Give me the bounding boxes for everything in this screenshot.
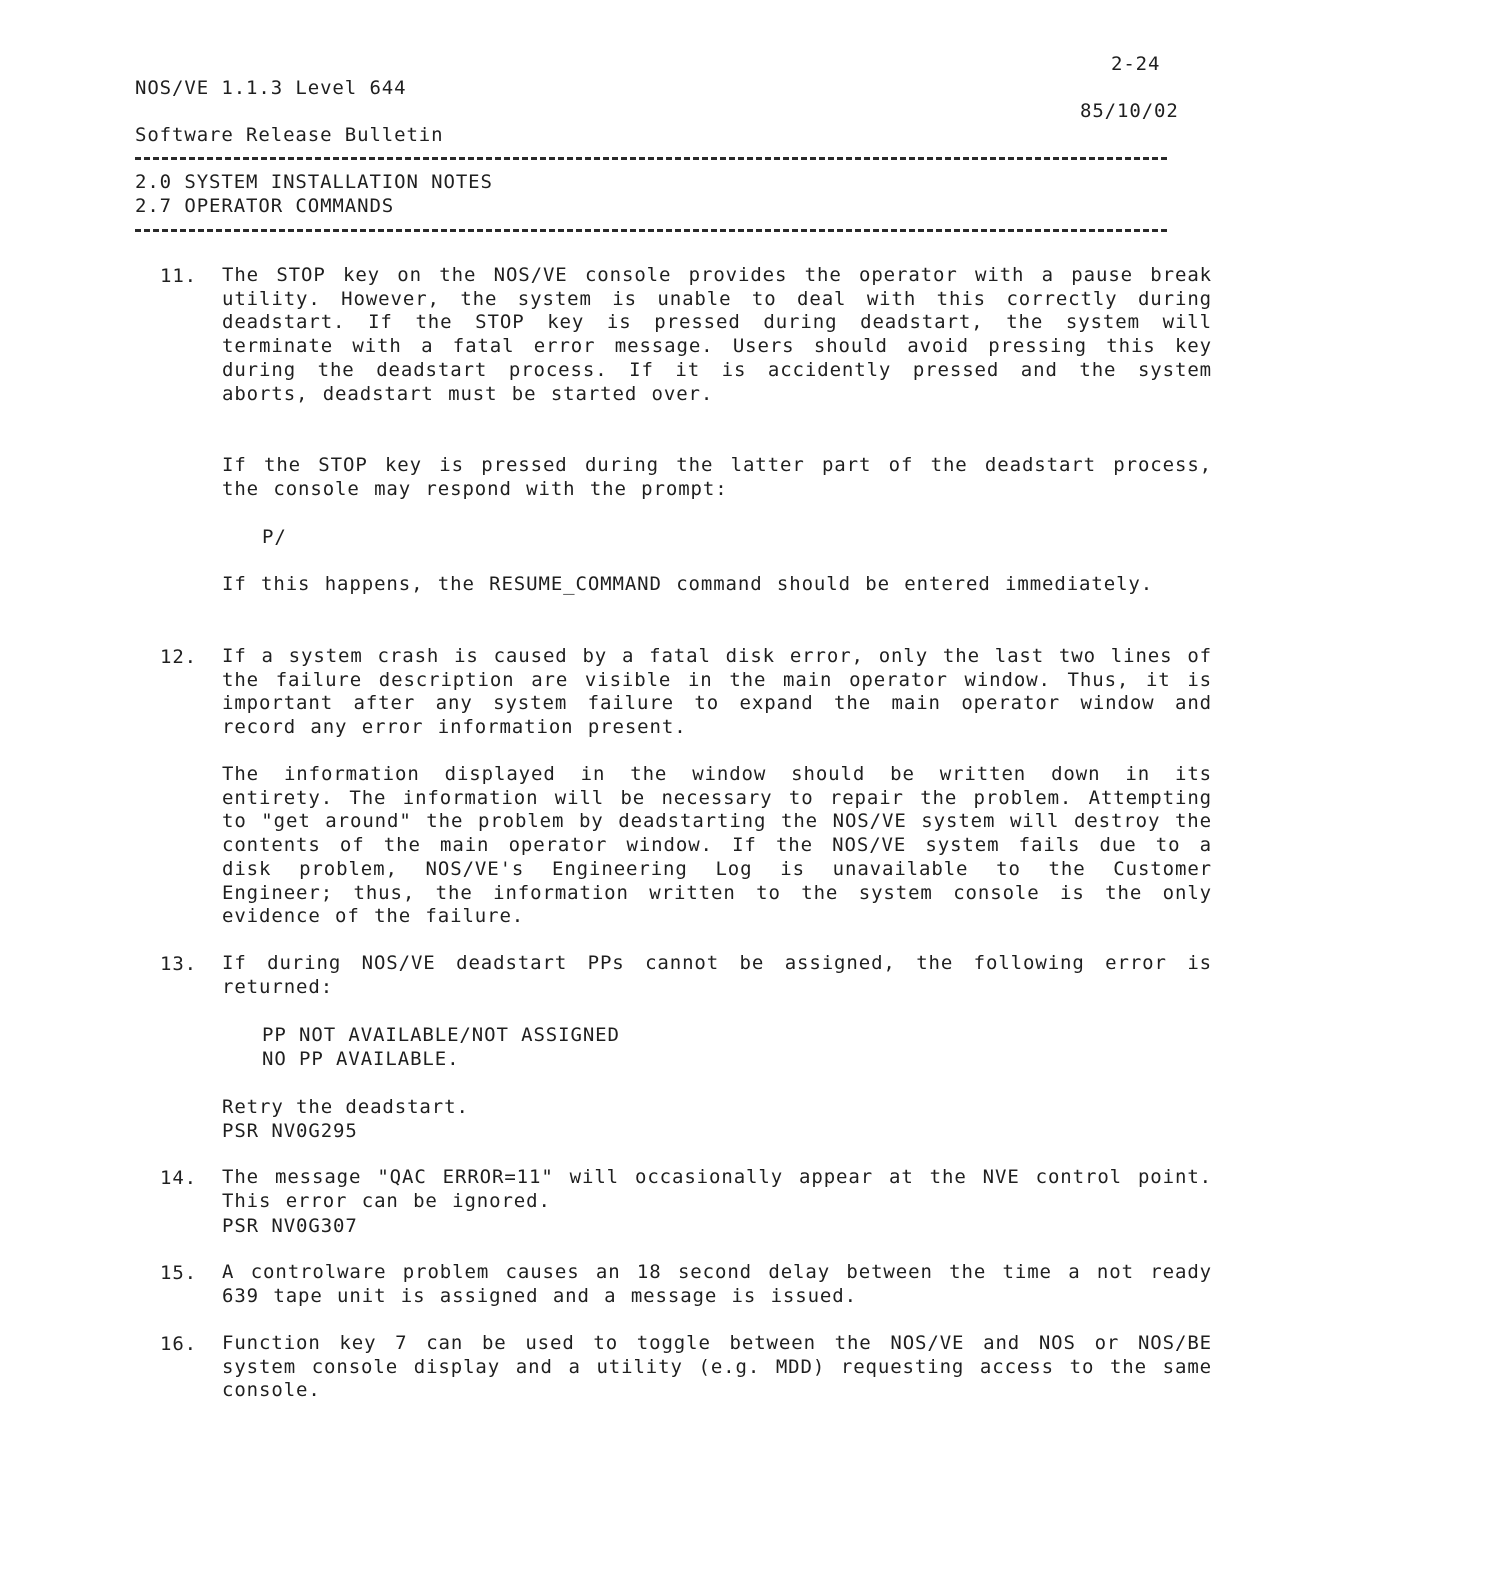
item-15-paragraph-1: A controlware problem causes an 18 second delay between the time a not ready 639 tape unit is assigned and a message is issued. [222, 1261, 1212, 1307]
item-14-paragraph-1: The message "QAC ERROR=11" will occasionally appear at the NVE control point. This error can be ignored. [222, 1166, 1212, 1212]
item-11-prompt: P/ [262, 526, 287, 548]
release-date: 85/10/02 [1080, 100, 1179, 122]
item-14-number: 14. [160, 1167, 198, 1189]
item-12-number: 12. [160, 646, 198, 668]
header-divider-bottom [135, 229, 1167, 232]
item-13-paragraph-1: If during NOS/VE deadstart PPs cannot be assigned, the following error is returned: [222, 952, 1212, 998]
item-12-paragraph-2: The information displayed in the window should be written down in its entirety. The information will be necessary to repair the problem. Attempting to "get around" the problem by deadstarting the NOS/VE system will destroy the contents of the main operator window. If the NOS/VE system fails due to a disk problem, NOS/VE's Engineering Log is unavailable to the Customer Engineer; thus, the information written to the system console is the only evidence of the failure. [222, 763, 1212, 928]
product-level: NOS/VE 1.1.3 Level 644 [135, 77, 407, 99]
item-16-number: 16. [160, 1333, 198, 1355]
item-13-retry: Retry the deadstart. [222, 1096, 469, 1118]
section-heading: 2.0 SYSTEM INSTALLATION NOTES [135, 171, 493, 193]
item-11-paragraph-3: If this happens, the RESUME_COMMAND command should be entered immediately. [222, 573, 1154, 595]
item-14-psr: PSR NV0G307 [222, 1215, 358, 1237]
item-16-paragraph-1: Function key 7 can be used to toggle between the NOS/VE and NOS or NOS/BE system console display and a utility (e.g. MDD) requesting access to the same console. [222, 1332, 1212, 1402]
item-11-paragraph-1: The STOP key on the NOS/VE console provides the operator with a pause break utility. However, the system is unable to deal with this correctly during deadstart. If the STOP key is pressed during deadstart, the system will terminate with a fatal error message. Users should avoid pressing this key during the deadstart process. If it is accidently pressed and the system aborts, deadstart must be started over. [222, 264, 1212, 405]
item-13-error-line-2: NO PP AVAILABLE. [262, 1048, 460, 1070]
item-15-number: 15. [160, 1262, 198, 1284]
item-13-number: 13. [160, 953, 198, 975]
item-13-error-line-1: PP NOT AVAILABLE/NOT ASSIGNED [262, 1024, 620, 1046]
subsection-heading: 2.7 OPERATOR COMMANDS [135, 195, 395, 217]
item-11-number: 11. [160, 265, 198, 287]
item-12-paragraph-1: If a system crash is caused by a fatal disk error, only the last two lines of the failure description are visible in the main operator window. Thus, it is important after any system failure to expand the main operator window and record any error information present. [222, 645, 1212, 739]
item-11-paragraph-2: If the STOP key is pressed during the latter part of the deadstart process, the console may respond with the prompt: [222, 454, 1212, 500]
item-13-psr: PSR NV0G295 [222, 1120, 358, 1142]
page-number: 2-24 [1111, 53, 1161, 75]
bulletin-title: Software Release Bulletin [135, 124, 444, 146]
header-divider-top [135, 157, 1167, 160]
